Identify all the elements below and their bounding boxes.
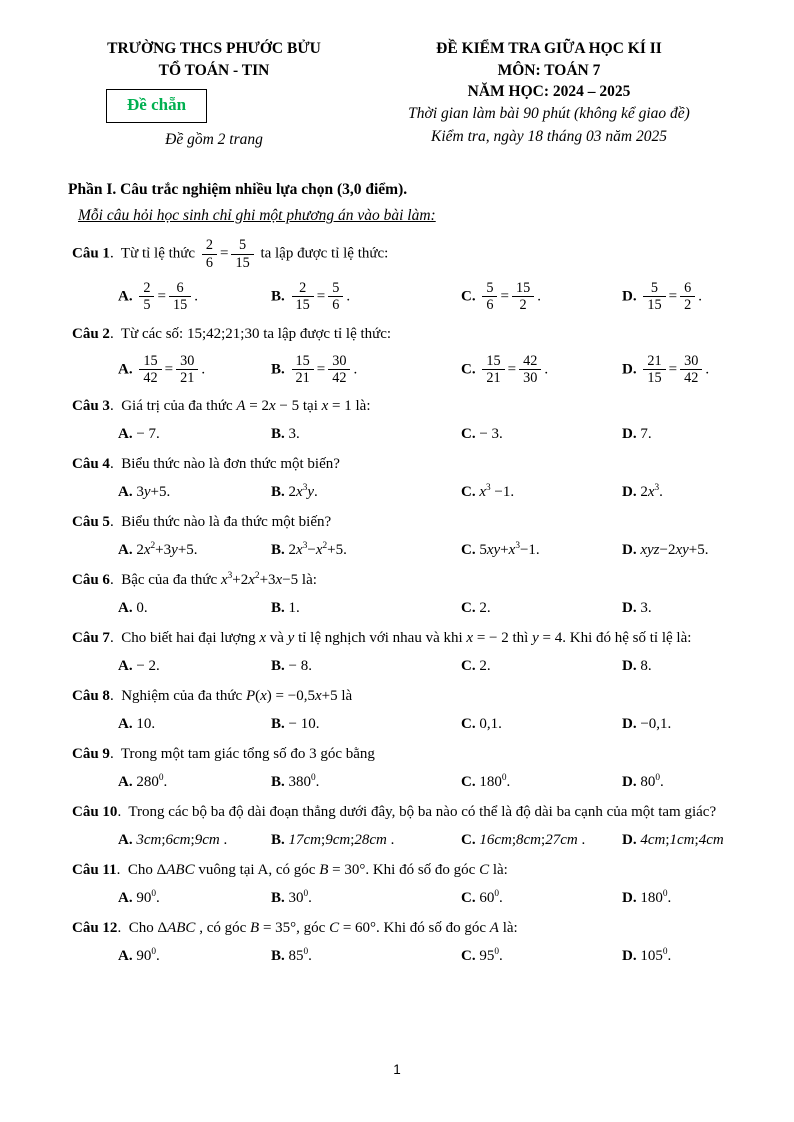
option-letter: C. [461, 832, 476, 849]
option-d: D. $\frac{5}{15}$ = $\frac{6}{2}$ . [622, 279, 702, 314]
option-letter: C. [461, 484, 476, 501]
option-d: D. xyz−2xy+5. [622, 542, 709, 559]
option-c: C. 16cm;8cm;27cm . [461, 832, 586, 849]
option-letter: B. [271, 716, 285, 733]
option-a: A. 3cm;6cm;9cm . [118, 832, 228, 849]
option-a: A. $90^0$. [118, 947, 160, 965]
exam-title: ĐỀ KIỂM TRA GIỮA HỌC KÍ II [436, 40, 662, 57]
option-c: C. $5xy+x^3-1$. [461, 541, 540, 559]
option-d: D. $\frac{21}{15}$ = $\frac{30}{42}$ . [622, 352, 710, 387]
option-d: D. $80^0$. [622, 773, 664, 791]
option-c: C. 2. [461, 600, 491, 617]
question-6 [72, 570, 738, 619]
question-stem: Câu 5. Biểu thức nào là đa thức một biến? [72, 514, 332, 531]
option-letter: B. [271, 542, 285, 559]
options-row [118, 888, 738, 909]
fraction: $\frac{6}{15}$ [169, 280, 191, 314]
options-row [118, 946, 738, 967]
option-b: B. 17cm;9cm;28cm . [271, 832, 395, 849]
option-c: C. $95^0$. [461, 947, 503, 965]
option-letter: D. [622, 716, 637, 733]
option-letter: D. [622, 288, 637, 305]
header-left-block [68, 38, 360, 151]
option-letter: D. [622, 948, 637, 965]
option-letter: C. [461, 948, 476, 965]
options-row [118, 279, 738, 315]
option-letter: D. [622, 600, 637, 617]
option-b: B. $380^0$. [271, 773, 320, 791]
question-number: Câu 6 [72, 572, 110, 589]
fraction: $\frac{15}{2}$ [512, 280, 534, 314]
options-row [118, 598, 738, 619]
question-2 [72, 324, 738, 388]
option-c: C. 2. [461, 658, 491, 675]
option-d: D. 4cm;1cm;4cm [622, 832, 724, 849]
option-b: B. $\frac{2}{15}$ = $\frac{5}{6}$ . [271, 279, 351, 314]
options-row [118, 830, 738, 851]
fraction: $\frac{5}{6}$ [482, 280, 497, 314]
option-letter: C. [461, 542, 476, 559]
variant-box-wrap [106, 89, 360, 123]
option-a: A. − 2. [118, 658, 160, 675]
options-row [118, 540, 738, 561]
option-letter: C. [461, 658, 476, 675]
question-stem: Câu 7. Cho biết hai đại lượng x và y tỉ lệ nghịch với nhau và khi x = − 2 thì y = 4. Khi đó hệ số tỉ lệ là: [72, 630, 692, 647]
question-number: Câu 2 [72, 325, 110, 342]
option-letter: A. [118, 948, 133, 965]
question-11 [72, 860, 738, 909]
option-letter: A. [118, 361, 133, 378]
option-a: A. $\frac{2}{5}$ = $\frac{6}{15}$ . [118, 279, 198, 314]
option-d: D. $105^0$. [622, 947, 672, 965]
question-stem: Câu 8. Nghiệm của đa thức P(x) = −0,5x+5 là [72, 688, 353, 705]
question-12 [72, 918, 738, 967]
options-row [118, 352, 738, 388]
question-number: Câu 1 [72, 245, 110, 262]
question-number: Câu 5 [72, 514, 110, 531]
option-c: C. $60^0$. [461, 889, 503, 907]
question-8 [72, 686, 738, 735]
options-row [118, 482, 738, 503]
option-letter: A. [118, 600, 133, 617]
header-right-block [360, 38, 738, 151]
option-letter: D. [622, 658, 637, 675]
option-letter: C. [461, 288, 476, 305]
question-1 [72, 236, 738, 315]
option-letter: A. [118, 658, 133, 675]
option-letter: D. [622, 542, 637, 559]
variant-badge: Đề chẵn [106, 89, 207, 123]
option-c: C. $\frac{15}{21}$ = $\frac{42}{30}$ . [461, 352, 549, 387]
option-d: D. 3. [622, 600, 652, 617]
fraction: $\frac{2}{15}$ [292, 280, 314, 314]
fraction: $\frac{21}{15}$ [643, 353, 665, 387]
option-letter: B. [271, 361, 285, 378]
pages-note: Đề gồm 2 trang [165, 131, 263, 149]
option-c: C. $\frac{5}{6}$ = $\frac{15}{2}$ . [461, 279, 541, 314]
question-number: Câu 8 [72, 688, 110, 705]
option-b: B. $85^0$. [271, 947, 312, 965]
question-number: Câu 9 [72, 746, 110, 763]
option-d: D. 8. [622, 658, 652, 675]
question-stem: Câu 12. Cho ΔABC , có góc B = 35°, góc C = 60°. Khi đó số đo góc A là: [72, 920, 518, 937]
fraction: $\frac{30}{42}$ [680, 353, 702, 387]
question-number: Câu 3 [72, 398, 110, 415]
exam-duration: Thời gian làm bài 90 phút (không kể giao đề) [408, 105, 690, 123]
question-stem: Câu 4. Biểu thức nào là đơn thức một biến? [72, 456, 340, 473]
option-letter: B. [271, 288, 285, 305]
fraction: $\frac{15}{21}$ [482, 353, 504, 387]
option-letter: D. [622, 890, 637, 907]
option-b: B. 3. [271, 426, 300, 443]
option-a: A. $\frac{15}{42}$ = $\frac{30}{21}$ . [118, 352, 206, 387]
option-letter: C. [461, 774, 476, 791]
exam-subject: MÔN: TOÁN 7 [497, 61, 601, 79]
school-year: NĂM HỌC: 2024 – 2025 [467, 83, 631, 101]
fraction: $\frac{5}{15}$ [643, 280, 665, 314]
option-letter: C. [461, 716, 476, 733]
fraction: $\frac{30}{42}$ [328, 353, 350, 387]
question-10 [72, 802, 738, 851]
option-letter: D. [622, 832, 637, 849]
department-name: TỔ TOÁN - TIN [158, 61, 270, 79]
question-number: Câu 10 [72, 804, 118, 821]
question-stem: Câu 9. Trong một tam giác tổng số đo 3 góc bằng [72, 746, 375, 763]
exam-date: Kiểm tra, ngày 18 tháng 03 năm 2025 [431, 127, 667, 145]
part1-instruction: Mỗi câu hỏi học sinh chỉ ghi một phương án vào bài làm: [78, 206, 436, 224]
option-letter: B. [271, 600, 285, 617]
option-b: B. $\frac{15}{21}$ = $\frac{30}{42}$ . [271, 352, 358, 387]
option-b: B. − 10. [271, 716, 320, 733]
option-letter: A. [118, 426, 133, 443]
question-9 [72, 744, 738, 793]
option-c: C. $x^3 -1$. [461, 483, 515, 501]
fraction: $\frac{5}{15}$ [231, 237, 253, 271]
option-letter: B. [271, 832, 285, 849]
option-a: A. − 7. [118, 426, 160, 443]
option-a: A. $2x^2+3y+5$. [118, 541, 198, 559]
options-row [118, 656, 738, 677]
option-letter: A. [118, 542, 133, 559]
option-d: D. 7. [622, 426, 652, 443]
option-a: A. 0. [118, 600, 148, 617]
option-b: B. 1. [271, 600, 300, 617]
question-7 [72, 628, 738, 677]
fraction: $\frac{6}{2}$ [680, 280, 695, 314]
option-b: B. $2x^3y$. [271, 483, 318, 501]
fraction: $\frac{30}{21}$ [176, 353, 198, 387]
questions [72, 236, 738, 967]
page-number: 1 [393, 1062, 401, 1078]
option-letter: A. [118, 484, 133, 501]
option-letter: A. [118, 774, 133, 791]
option-b: B. − 8. [271, 658, 312, 675]
option-letter: D. [622, 774, 637, 791]
question-stem: Câu 10. Trong các bộ ba độ dài đoạn thẳng dưới đây, bộ ba nào có thể là độ dài ba cạnh của một tam giác? [72, 804, 717, 821]
question-stem: Câu 1. Từ tỉ lệ thức $\frac{2}{6}$ = $\frac{5}{15}$ ta lập được tỉ lệ thức: [72, 237, 389, 271]
option-letter: B. [271, 426, 285, 443]
option-letter: A. [118, 832, 133, 849]
option-b: B. $2x^3-x^2+5$. [271, 541, 347, 559]
question-stem: Câu 6. Bậc của đa thức $x^3+2x^2+3x-5$ là: [72, 571, 317, 589]
option-d: D. $2x^3$. [622, 483, 663, 501]
question-number: Câu 7 [72, 630, 110, 647]
option-c: C. 0,1. [461, 716, 502, 733]
options-row [118, 772, 738, 793]
option-letter: B. [271, 948, 285, 965]
question-number: Câu 4 [72, 456, 110, 473]
option-letter: C. [461, 600, 476, 617]
option-letter: D. [622, 361, 637, 378]
fraction: $\frac{15}{21}$ [292, 353, 314, 387]
option-letter: B. [271, 774, 285, 791]
option-letter: B. [271, 890, 285, 907]
option-d: D. $180^0$. [622, 889, 672, 907]
option-letter: D. [622, 426, 637, 443]
question-stem: Câu 11. Cho ΔABC vuông tại A, có góc B = 30°. Khi đó số đo góc C là: [72, 862, 508, 879]
option-letter: C. [461, 361, 476, 378]
option-letter: B. [271, 484, 285, 501]
option-a: A. 10. [118, 716, 156, 733]
option-a: A. $90^0$. [118, 889, 160, 907]
option-letter: A. [118, 890, 133, 907]
question-3 [72, 396, 738, 445]
fraction: $\frac{2}{6}$ [202, 237, 217, 271]
options-row [118, 714, 738, 735]
option-letter: A. [118, 288, 133, 305]
question-stem: Câu 3. Giá trị của đa thức A = 2x − 5 tại x = 1 là: [72, 398, 371, 415]
fraction: $\frac{42}{30}$ [519, 353, 541, 387]
option-letter: A. [118, 716, 133, 733]
options-row [118, 424, 738, 445]
question-5 [72, 512, 738, 561]
part1-heading: Phần I. Câu trắc nghiệm nhiều lựa chọn (3,0 điểm). [68, 180, 408, 198]
option-a: A. $280^0$. [118, 773, 168, 791]
fraction: $\frac{15}{42}$ [139, 353, 161, 387]
option-a: A. 3y+5. [118, 484, 171, 501]
exam-header [68, 38, 738, 151]
option-d: D. −0,1. [622, 716, 672, 733]
option-letter: D. [622, 484, 637, 501]
option-letter: C. [461, 890, 476, 907]
option-letter: B. [271, 658, 285, 675]
fraction: $\frac{5}{6}$ [328, 280, 343, 314]
fraction: $\frac{2}{5}$ [139, 280, 154, 314]
question-stem: Câu 2. Từ các số: 15;42;21;30 ta lập được tỉ lệ thức: [72, 325, 392, 342]
option-letter: C. [461, 426, 476, 443]
question-number: Câu 11 [72, 862, 117, 879]
question-number: Câu 12 [72, 920, 118, 937]
option-b: B. $30^0$. [271, 889, 312, 907]
question-4 [72, 454, 738, 503]
school-name: TRƯỜNG THCS PHƯỚC BỬU [107, 40, 321, 57]
option-c: C. $180^0$. [461, 773, 511, 791]
option-c: C. − 3. [461, 426, 503, 443]
